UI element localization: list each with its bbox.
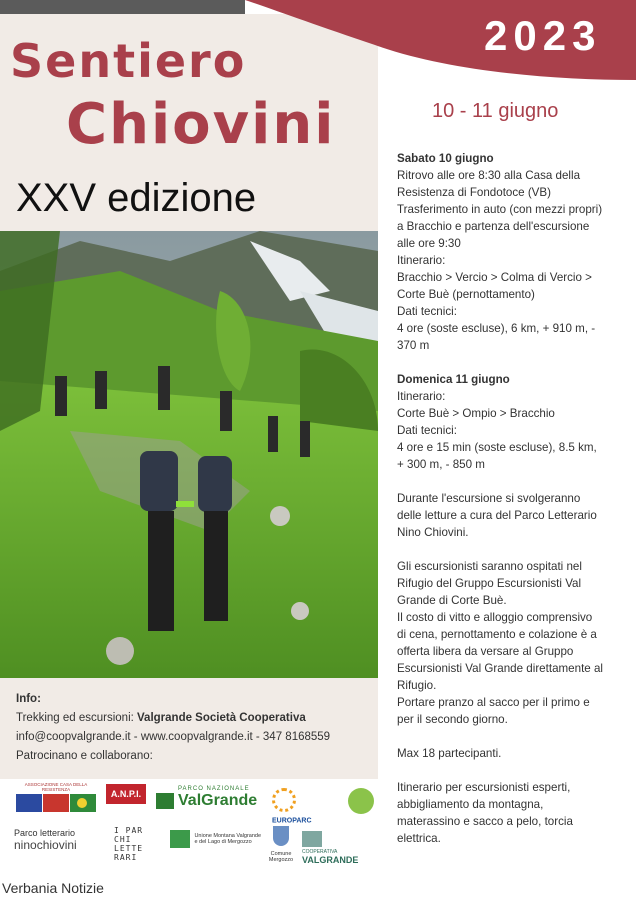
equipment-section — [397, 779, 629, 847]
sunday-line: 4 ore e 15 min (soste escluse), 8.5 km, — [397, 441, 597, 454]
lodging-line: di cena, pernottamento e colazione è a — [397, 628, 597, 641]
equipment-line: elettrica. — [397, 832, 441, 845]
footer-credit: Verbania Notizie — [2, 880, 104, 896]
equipment-line: Itinerario per escursionisti esperti, — [397, 781, 571, 794]
saturday-line: Trasferimento in auto (con mezzi propri) — [397, 203, 603, 216]
europarc-star-icon — [272, 788, 296, 812]
parco-letterario-logo — [14, 828, 110, 852]
saturday-line: 4 ore (soste escluse), 6 km, + 910 m, - — [397, 322, 596, 335]
saturday-line: Itinerario: — [397, 254, 446, 267]
saturday-line: Corte Buè (pernottamento) — [397, 288, 535, 301]
comune-mergozzo-logo — [264, 826, 298, 863]
lodging-line: Escursionisti Val Grande direttamente al — [397, 662, 603, 675]
unione-montana-text-1: Unione Montana Valgrande — [194, 833, 262, 839]
lodging-line: Rifugio del Gruppo Escursionisti Val — [397, 577, 582, 590]
contacts-line: info@coopvalgrande.it - www.coopvalgrande.it - 347 8168559 — [16, 731, 331, 743]
casa-resistenza-logo — [16, 782, 96, 812]
title-line-2: Chiovini — [66, 92, 336, 157]
lodging-line: Il costo di vitto e alloggio comprensivo — [397, 611, 593, 624]
readings-section — [397, 490, 629, 541]
sunday-section — [397, 371, 629, 473]
readings-line: Nino Chiovini. — [397, 526, 469, 539]
europarc-text: EUROPARC — [272, 817, 312, 825]
casa-resistenza-text: ASSOCIAZIONE CASA DELLA RESISTENZA — [24, 782, 88, 792]
lodging-line: Portare pranzo al sacco per il primo e — [397, 696, 590, 709]
event-dates: 10 - 11 giugno — [432, 100, 559, 122]
program-text — [397, 150, 629, 864]
parchi-letterari-text: I PAR CHI LETTE RARI — [114, 826, 144, 862]
equipment-line: materassino e sacco a pelo, torcia — [397, 815, 573, 828]
info-heading: Info: — [16, 693, 41, 705]
lodging-line: Rifugio. — [397, 679, 437, 692]
parchi-letterari-logo — [114, 826, 144, 862]
trekking-line — [16, 709, 376, 728]
cooperativa-text-1: COOPERATIVA — [302, 848, 338, 855]
cooperativa-logo — [302, 830, 376, 866]
green-round-logo — [348, 788, 374, 819]
leaf-icon — [348, 788, 374, 814]
hikers-photo — [0, 231, 378, 678]
edition-label: XXV edizione — [16, 176, 257, 220]
info-block — [16, 690, 376, 766]
saturday-line: 370 m — [397, 339, 430, 352]
comune-text: Comune Mergozzo — [268, 851, 294, 863]
lodging-line: per il secondo giorno. — [397, 713, 508, 726]
parco-letterario-text-2: ninochiovini — [14, 838, 77, 852]
sponsors-line: Patrocinano e collaborano: — [16, 750, 153, 762]
sunday-heading: Domenica 11 giugno — [397, 373, 510, 386]
lodging-section — [397, 558, 629, 728]
trekking-prefix: Trekking ed escursioni: — [16, 712, 138, 724]
sunday-line: Corte Buè > Ompio > Bracchio — [397, 407, 555, 420]
saturday-line: Resistenza di Fondotoce (VB) — [397, 186, 552, 199]
lodging-line: Gli escursionisti saranno ospitati nel — [397, 560, 582, 573]
saturday-line: Dati tecnici: — [397, 305, 457, 318]
unione-montana-logo — [170, 830, 266, 848]
valgrande-text: ValGrande — [178, 792, 258, 809]
readings-line: Durante l'escursione si svolgeranno — [397, 492, 581, 505]
sunday-line: Dati tecnici: — [397, 424, 457, 437]
saturday-section — [397, 150, 629, 354]
cooperativa-icon — [302, 831, 322, 847]
saturday-heading: Sabato 10 giugno — [397, 152, 494, 165]
europarc-logo — [272, 788, 332, 830]
year-label: 2023 — [484, 12, 602, 59]
valgrande-park-logo — [156, 786, 264, 810]
unione-montana-icon — [170, 830, 190, 848]
sunday-line: Itinerario: — [397, 390, 446, 403]
valgrande-emblem-icon — [156, 793, 174, 809]
title-line-1: Sentiero — [10, 34, 247, 88]
anpi-text: A.N.P.I. — [106, 784, 146, 804]
sponsor-logos — [10, 782, 378, 892]
parco-letterario-text-1: Parco letterario — [14, 828, 76, 838]
sunday-line: + 300 m, - 850 m — [397, 458, 485, 471]
crest-icon — [273, 826, 289, 846]
max-participants: Max 18 partecipanti. — [397, 747, 502, 760]
saturday-line: alle ore 9:30 — [397, 237, 461, 250]
saturday-line: Ritrovo alle ore 8:30 alla Casa della — [397, 169, 581, 182]
lodging-line: offerta libera da versare al Gruppo — [397, 645, 574, 658]
saturday-line: Bracchio > Vercio > Colma di Vercio > — [397, 271, 592, 284]
saturday-line: a Bracchio e partenza dell'escursione — [397, 220, 590, 233]
trekking-org: Valgrande Società Cooperativa — [137, 712, 306, 724]
readings-line: delle letture a cura del Parco Letterario — [397, 509, 597, 522]
lodging-line: Grande di Corte Buè. — [397, 594, 507, 607]
anpi-logo — [106, 784, 152, 804]
unione-montana-text-2: e del Lago di Mergozzo — [194, 839, 252, 845]
equipment-line: abbigliamento da montagna, — [397, 798, 544, 811]
parco-nazionale-text: PARCO NAZIONALE — [178, 786, 250, 792]
cooperativa-text-2: VALGRANDE — [302, 854, 359, 865]
